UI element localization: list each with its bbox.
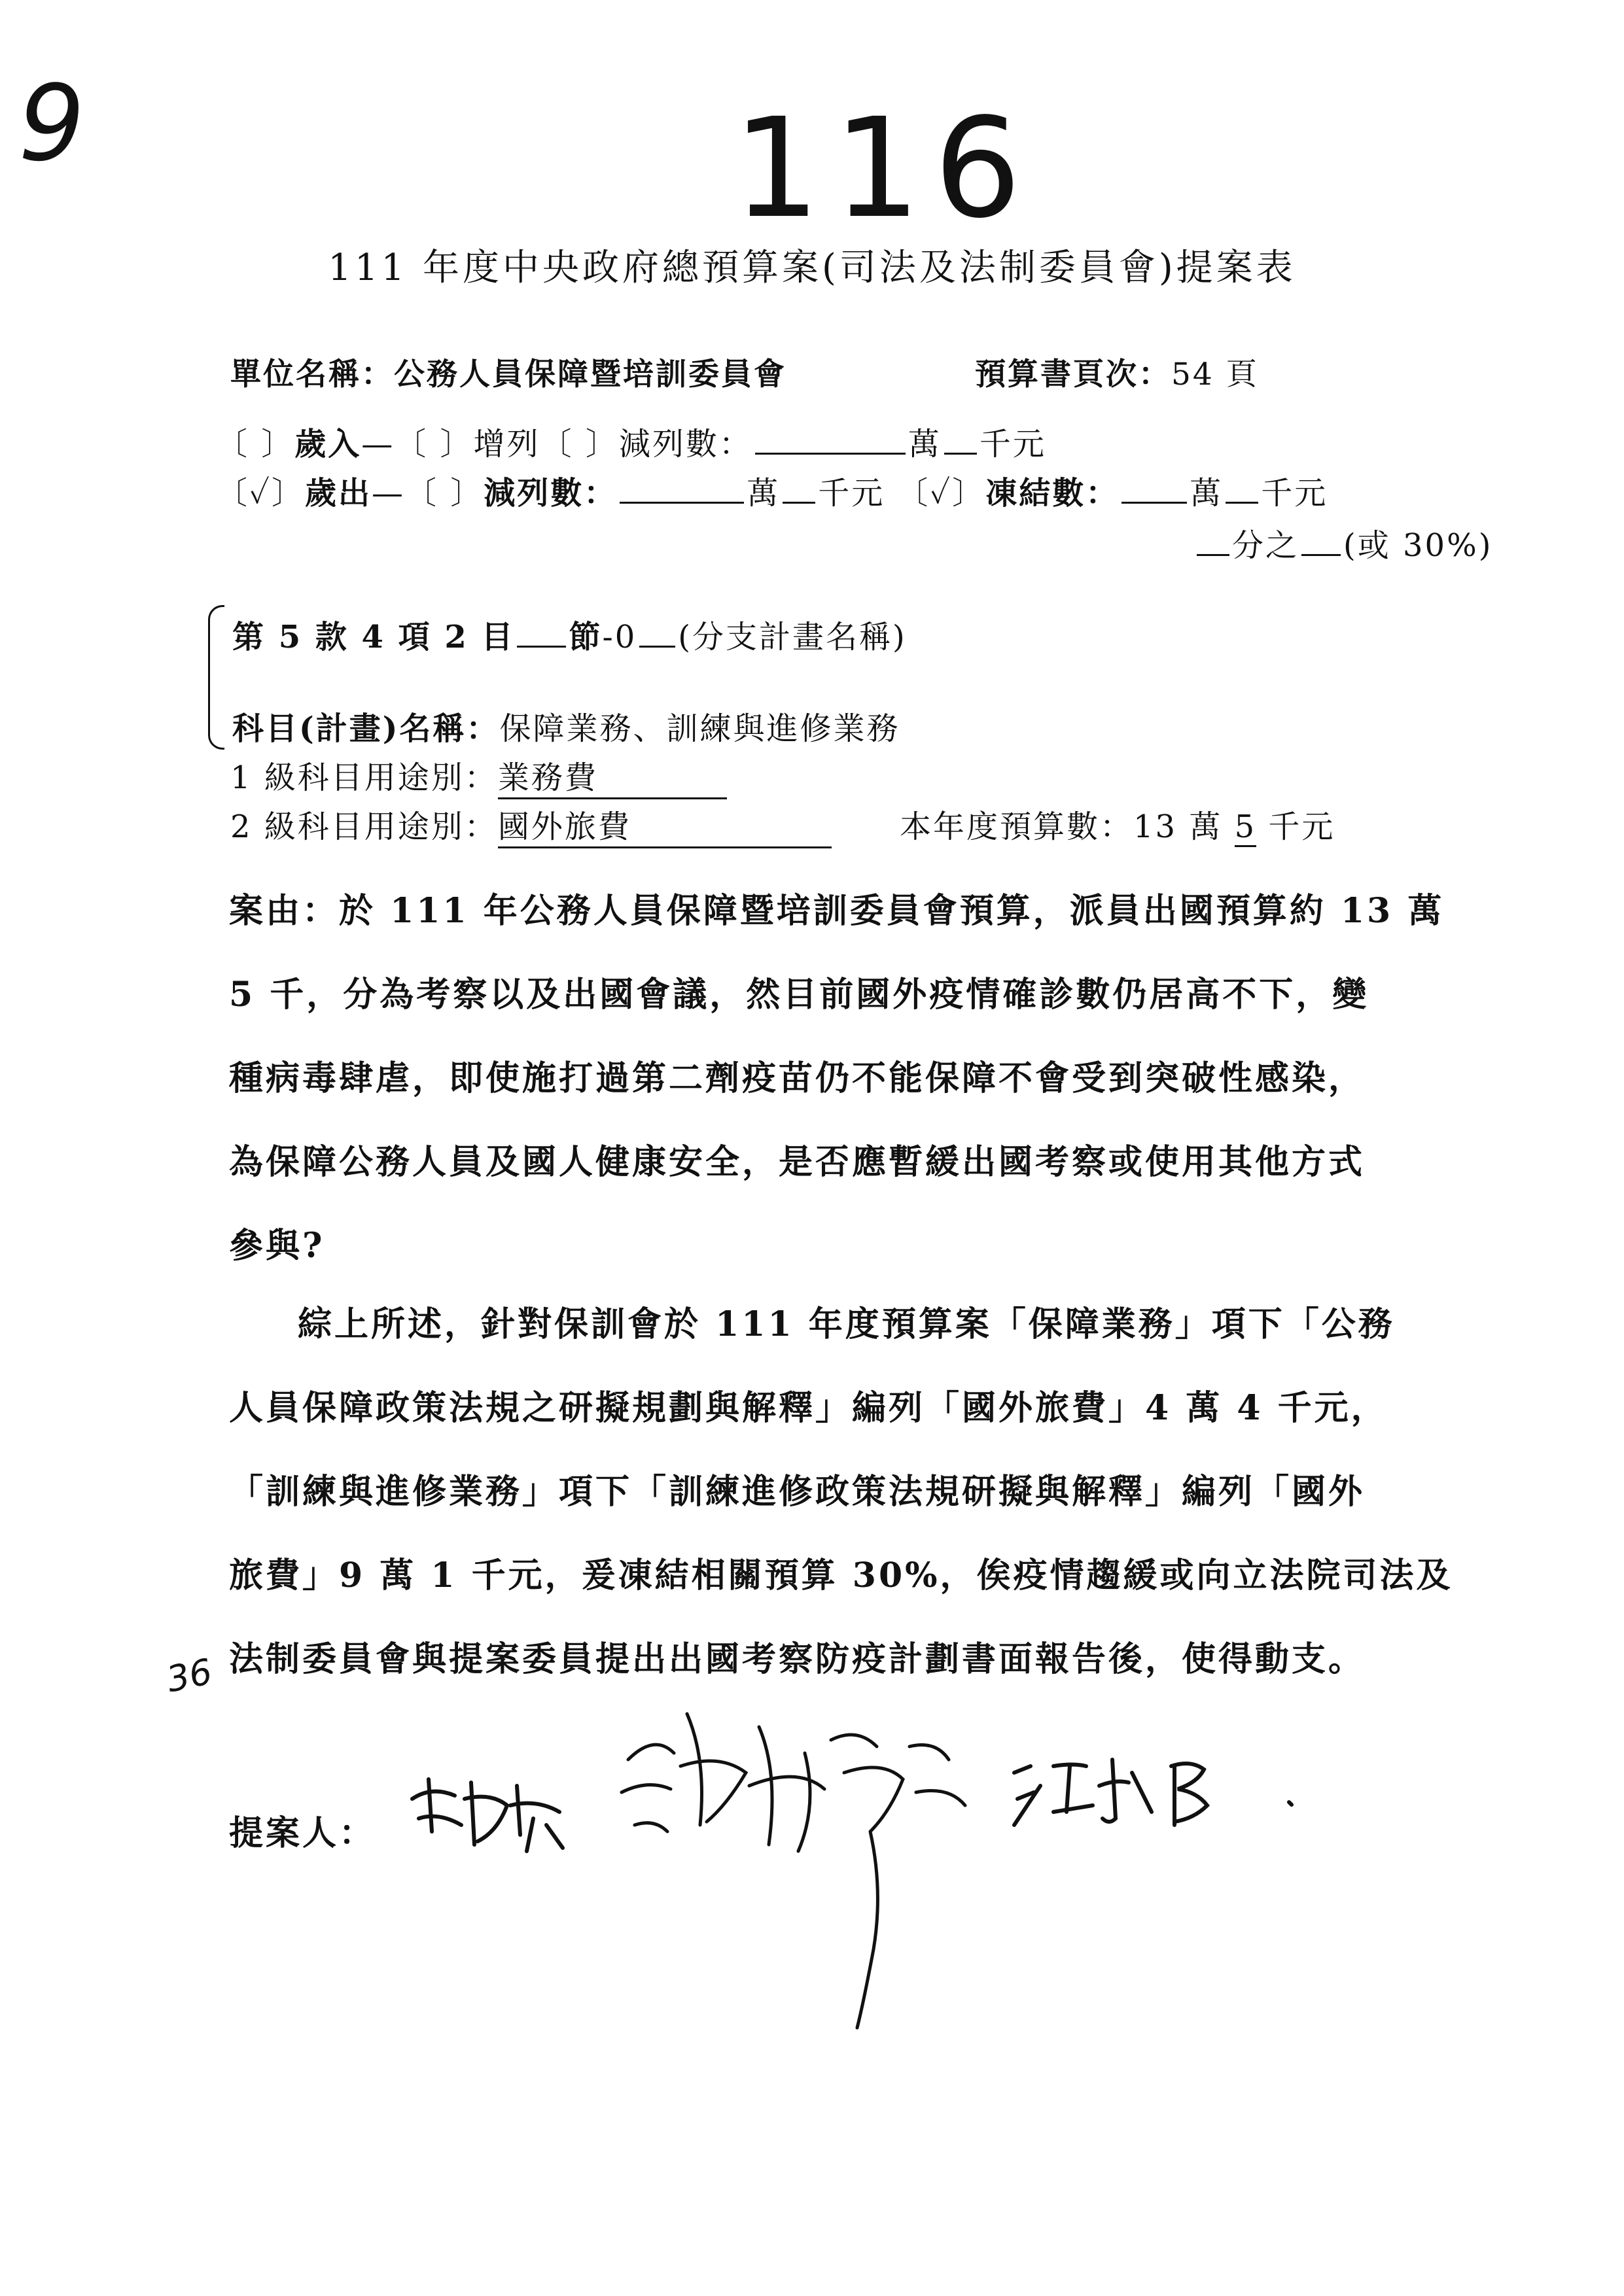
- summary-line-2: 人員保障政策法規之研擬規劃與解釋」編列「國外旅費」4 萬 4 千元，: [229, 1388, 1388, 1428]
- unit-name: 公務人員保障暨培訓委員會: [394, 357, 786, 392]
- handwritten-margin-number: 36: [163, 1650, 216, 1701]
- revenue-row: [216, 419, 1046, 464]
- reason-line-4: 為保障公務人員及國人健康安全，是否應暫緩出國考察或使用其他方式: [229, 1142, 1366, 1182]
- summary-line-1: 綜上所述，針對保訓會於 111 年度預算案「保障業務」項下「公務: [298, 1304, 1395, 1344]
- expense-decrease-checkbox: 〔 〕: [404, 475, 484, 512]
- freeze-wan-blank: [1121, 472, 1187, 504]
- signature-3-drawing: [1001, 1727, 1302, 1838]
- proposer-label: 提案人：: [229, 1813, 376, 1853]
- level2-value: 國外旅費: [498, 801, 832, 848]
- reason-line-1: 案由：於 111 年公務人員保障暨培訓委員會預算，派員出國預算約 13 萬: [229, 891, 1445, 931]
- expense-wan-blank: [620, 472, 744, 504]
- reason-line-5: 參與?: [229, 1226, 325, 1266]
- expense-qian-unit: 千元: [818, 475, 885, 512]
- page-value: 54 頁: [1171, 357, 1259, 392]
- revenue-wan-blank: [755, 423, 906, 455]
- revenue-wan-unit: 萬: [908, 426, 942, 462]
- signature-3: [1001, 1727, 1302, 1838]
- unit-header-row: [230, 350, 786, 394]
- signature-2-drawing: [609, 1675, 988, 2041]
- revenue-label: 歲入: [294, 426, 362, 462]
- subject-value: 保障業務、訓練與進修業務: [499, 710, 900, 747]
- form-title: 111 年度中央政府總預算案(司法及法制委員會)提案表: [328, 247, 1296, 289]
- handwritten-corner-number: 9: [18, 62, 85, 184]
- level2-label: 2 級科目用途別：: [230, 809, 498, 845]
- freeze-qian-blank: [1226, 472, 1258, 504]
- page-ref: [975, 350, 1259, 394]
- annual-budget-label: 本年度預算數：: [900, 809, 1134, 845]
- revenue-decrease-label: 減列數：: [618, 426, 752, 462]
- revenue-qian-blank: [944, 423, 977, 455]
- reason-line-2: 5 千，分為考察以及出國會議，然目前國外疫情確診數仍居高不下，變: [229, 975, 1369, 1015]
- item-bracket: [208, 605, 224, 750]
- signature-2: [609, 1675, 988, 2041]
- expense-qian-blank: [783, 472, 815, 504]
- annual-budget-value-pre: 13 萬: [1133, 809, 1235, 845]
- expense-decrease-label: 減列數：: [484, 475, 618, 512]
- expense-dash: —: [371, 475, 405, 512]
- item-blank-1: [517, 616, 566, 648]
- ratio-numerator-blank: [1197, 524, 1229, 556]
- summary-line-4: 旅費」9 萬 1 千元，爰凍結相關預算 30%，俟疫情趨緩或向立法院司法及: [229, 1556, 1453, 1595]
- level1-value: 業務費: [498, 752, 727, 799]
- ratio-fen-zhi: 分之: [1232, 527, 1299, 564]
- subject-label: 科目(計畫)名稱：: [232, 710, 500, 747]
- freeze-label: 凍結數：: [985, 475, 1120, 512]
- revenue-qian-unit: 千元: [979, 426, 1046, 462]
- summary-line-5: 法制委員會與提案委員提出出國考察防疫計劃書面報告後，使得動支。: [229, 1639, 1366, 1679]
- revenue-checkbox: 〔 〕: [216, 426, 295, 462]
- item-text: 第 5 款 4 項 2 目: [232, 619, 515, 655]
- ratio-denominator-blank: [1301, 524, 1341, 556]
- revenue-dash: —: [361, 426, 395, 462]
- signature-1-drawing: [393, 1720, 589, 1871]
- item-dash-zero: -0: [602, 619, 637, 655]
- item-blank-2: [639, 616, 675, 648]
- revenue-decrease-checkbox: 〔 〕: [540, 426, 619, 462]
- revenue-increase-label: 增列: [473, 426, 540, 462]
- level2-row: [230, 801, 832, 848]
- expense-checkbox: 〔✓〕: [216, 475, 305, 512]
- expense-label: 歲出: [304, 475, 372, 512]
- annual-budget: [900, 801, 1335, 846]
- ratio-row: [1194, 520, 1492, 565]
- annual-budget-value-post: 千元: [1256, 809, 1335, 845]
- expense-row: [216, 468, 1328, 513]
- item-row: [232, 612, 907, 657]
- freeze-checkbox: 〔✓〕: [896, 475, 986, 512]
- handwritten-page-number: 116: [733, 88, 1034, 249]
- subject-row: [232, 703, 900, 748]
- summary-line-3: 「訓練與進修業務」項下「訓練進修政策法規研擬與解釋」編列「國外: [229, 1472, 1366, 1512]
- signature-1: [393, 1720, 589, 1871]
- reason-line-3: 種病毒肆虐，即使施打過第二劑疫苗仍不能保障不會受到突破性感染，: [229, 1058, 1366, 1098]
- unit-label: 單位名稱：: [230, 357, 394, 392]
- ratio-percent: (或 30%): [1343, 527, 1493, 564]
- item-jie: 節: [569, 619, 603, 655]
- freeze-qian-unit: 千元: [1261, 475, 1328, 512]
- expense-wan-unit: 萬: [747, 475, 781, 512]
- freeze-wan-unit: 萬: [1190, 475, 1224, 512]
- level1-row: [230, 752, 727, 799]
- revenue-increase-checkbox: 〔 〕: [395, 426, 474, 462]
- page-label: 預算書頁次：: [975, 357, 1171, 392]
- item-branch-label: (分支計畫名稱): [678, 619, 907, 655]
- level1-label: 1 級科目用途別：: [230, 759, 498, 796]
- annual-budget-value-five: 5: [1235, 809, 1257, 847]
